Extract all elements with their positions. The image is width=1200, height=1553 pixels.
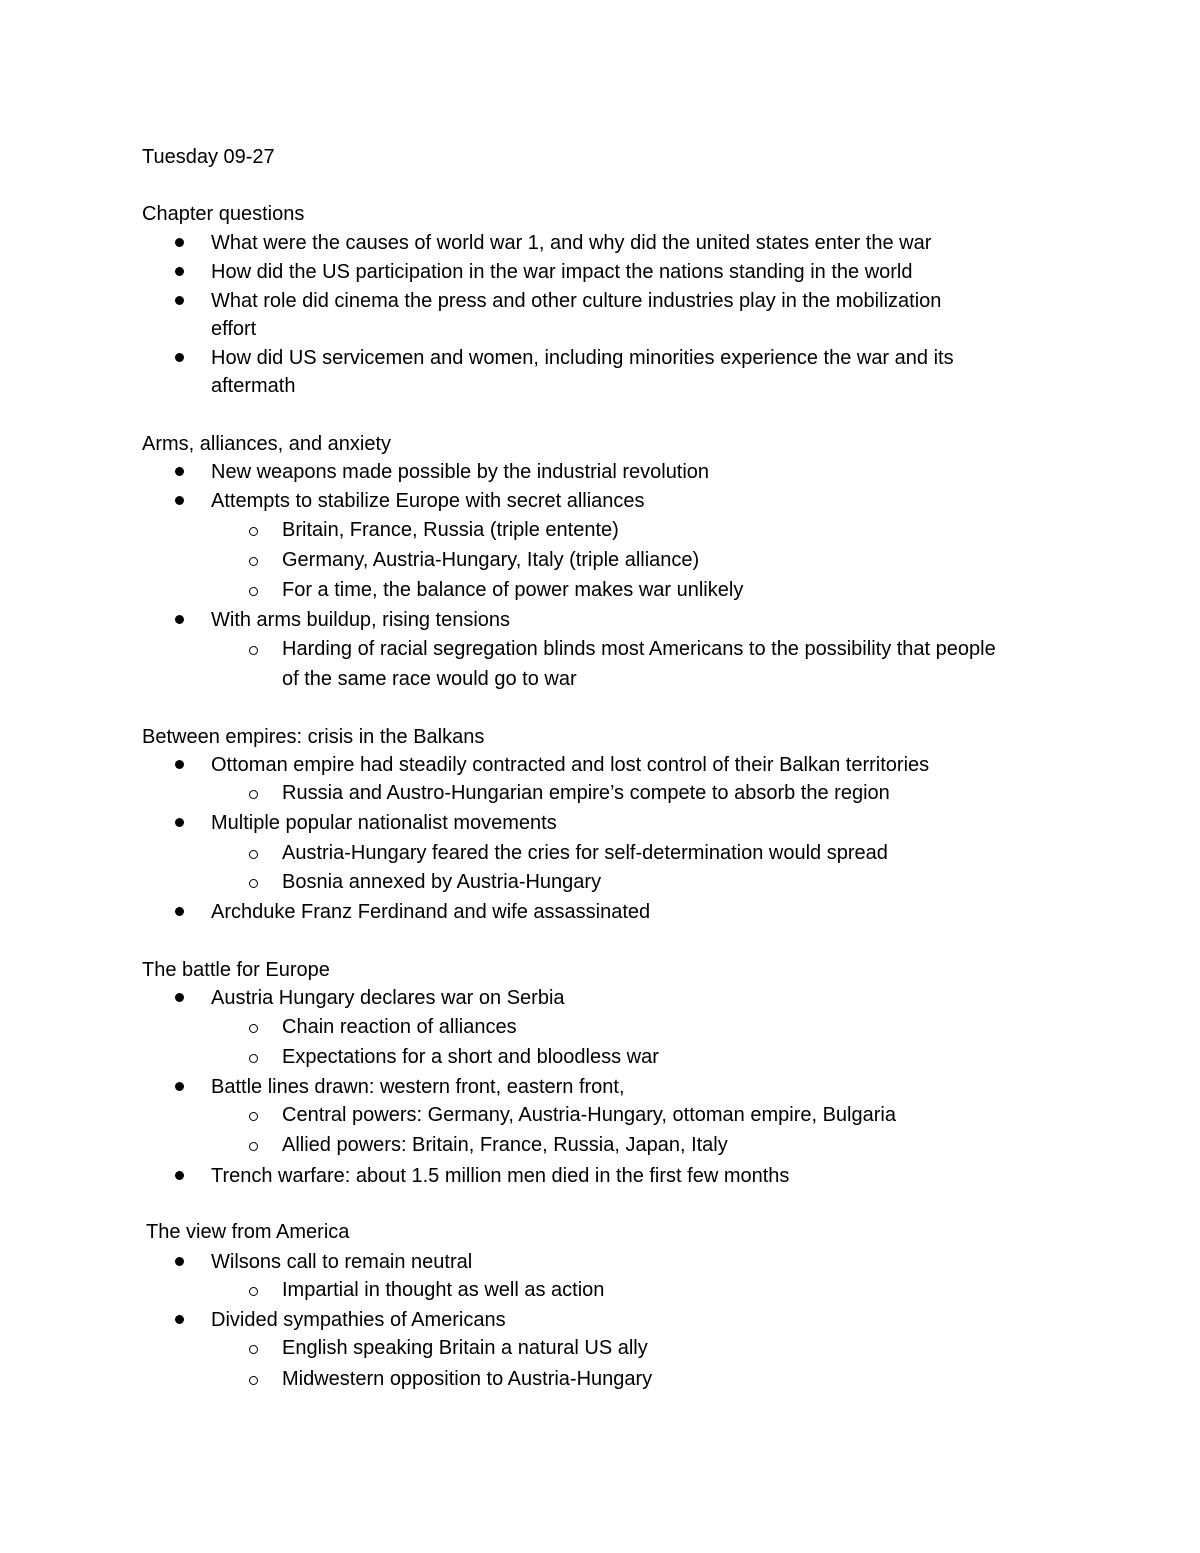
bullet-icon [175,496,184,505]
bullet-icon [175,1171,184,1180]
list-item: Wilsons call to remain neutral [211,1251,473,1273]
bullet-icon [175,760,184,769]
list-item-continuation: aftermath [211,375,296,397]
circle-bullet-icon [249,1054,258,1063]
bullet-icon [175,467,184,476]
circle-bullet-icon [249,879,258,888]
date-line: Tuesday 09-27 [142,146,275,168]
section-heading: The view from America [146,1221,350,1243]
sub-list-item: For a time, the balance of power makes war unlikely [282,579,744,601]
list-item: Ottoman empire had steadily contracted and lost control of their Balkan territories [211,754,930,776]
circle-bullet-icon [249,587,258,596]
circle-bullet-icon [249,790,258,799]
bullet-icon [175,296,184,305]
list-item: Archduke Franz Ferdinand and wife assassinated [211,901,651,923]
sub-list-item: Russia and Austro-Hungarian empire’s compete to absorb the region [282,782,890,804]
sub-list-item: Central powers: Germany, Austria-Hungary, ottoman empire, Bulgaria [282,1104,896,1126]
sub-list-item: Germany, Austria-Hungary, Italy (triple alliance) [282,549,700,571]
circle-bullet-icon [249,1112,258,1121]
list-item: Attempts to stabilize Europe with secret alliances [211,490,645,512]
section-heading: The battle for Europe [142,959,330,981]
list-item-continuation: effort [211,318,257,340]
list-item: Trench warfare: about 1.5 million men died in the first few months [211,1165,790,1187]
circle-bullet-icon [249,646,258,655]
bullet-icon [175,1315,184,1324]
list-item: With arms buildup, rising tensions [211,609,511,631]
circle-bullet-icon [249,527,258,536]
list-item: Divided sympathies of Americans [211,1309,506,1331]
circle-bullet-icon [249,1287,258,1296]
list-item: How did the US participation in the war impact the nations standing in the world [211,261,913,283]
sub-list-item: English speaking Britain a natural US ally [282,1337,648,1359]
sub-list-item: Impartial in thought as well as action [282,1279,605,1301]
list-item: New weapons made possible by the industrial revolution [211,461,710,483]
bullet-icon [175,818,184,827]
bullet-icon [175,907,184,916]
sub-list-item: Britain, France, Russia (triple entente) [282,519,619,541]
circle-bullet-icon [249,557,258,566]
sub-list-item: Chain reaction of alliances [282,1016,517,1038]
bullet-icon [175,1257,184,1266]
bullet-icon [175,267,184,276]
sub-list-item: Expectations for a short and bloodless war [282,1046,659,1068]
circle-bullet-icon [249,850,258,859]
list-item: Battle lines drawn: western front, eastern front, [211,1076,625,1098]
sub-list-item-continuation: of the same race would go to war [282,668,577,690]
bullet-icon [175,353,184,362]
sub-list-item: Harding of racial segregation blinds most Americans to the possibility that people [282,638,996,660]
list-item: Multiple popular nationalist movements [211,812,557,834]
list-item: Austria Hungary declares war on Serbia [211,987,565,1009]
section-heading: Arms, alliances, and anxiety [142,433,392,455]
sub-list-item: Bosnia annexed by Austria-Hungary [282,871,602,893]
circle-bullet-icon [249,1345,258,1354]
bullet-icon [175,1082,184,1091]
section-heading: Between empires: crisis in the Balkans [142,726,485,748]
sub-list-item: Midwestern opposition to Austria-Hungary [282,1368,653,1390]
list-item: What role did cinema the press and other culture industries play in the mobilization [211,290,942,312]
list-item: How did US servicemen and women, including minorities experience the war and its [211,347,954,369]
list-item: What were the causes of world war 1, and why did the united states enter the war [211,232,932,254]
bullet-icon [175,238,184,247]
bullet-icon [175,993,184,1002]
bullet-icon [175,615,184,624]
sub-list-item: Austria-Hungary feared the cries for self-determination would spread [282,842,888,864]
sub-list-item: Allied powers: Britain, France, Russia, Japan, Italy [282,1134,728,1156]
circle-bullet-icon [249,1024,258,1033]
section-heading: Chapter questions [142,203,305,225]
circle-bullet-icon [249,1142,258,1151]
circle-bullet-icon [249,1376,258,1385]
